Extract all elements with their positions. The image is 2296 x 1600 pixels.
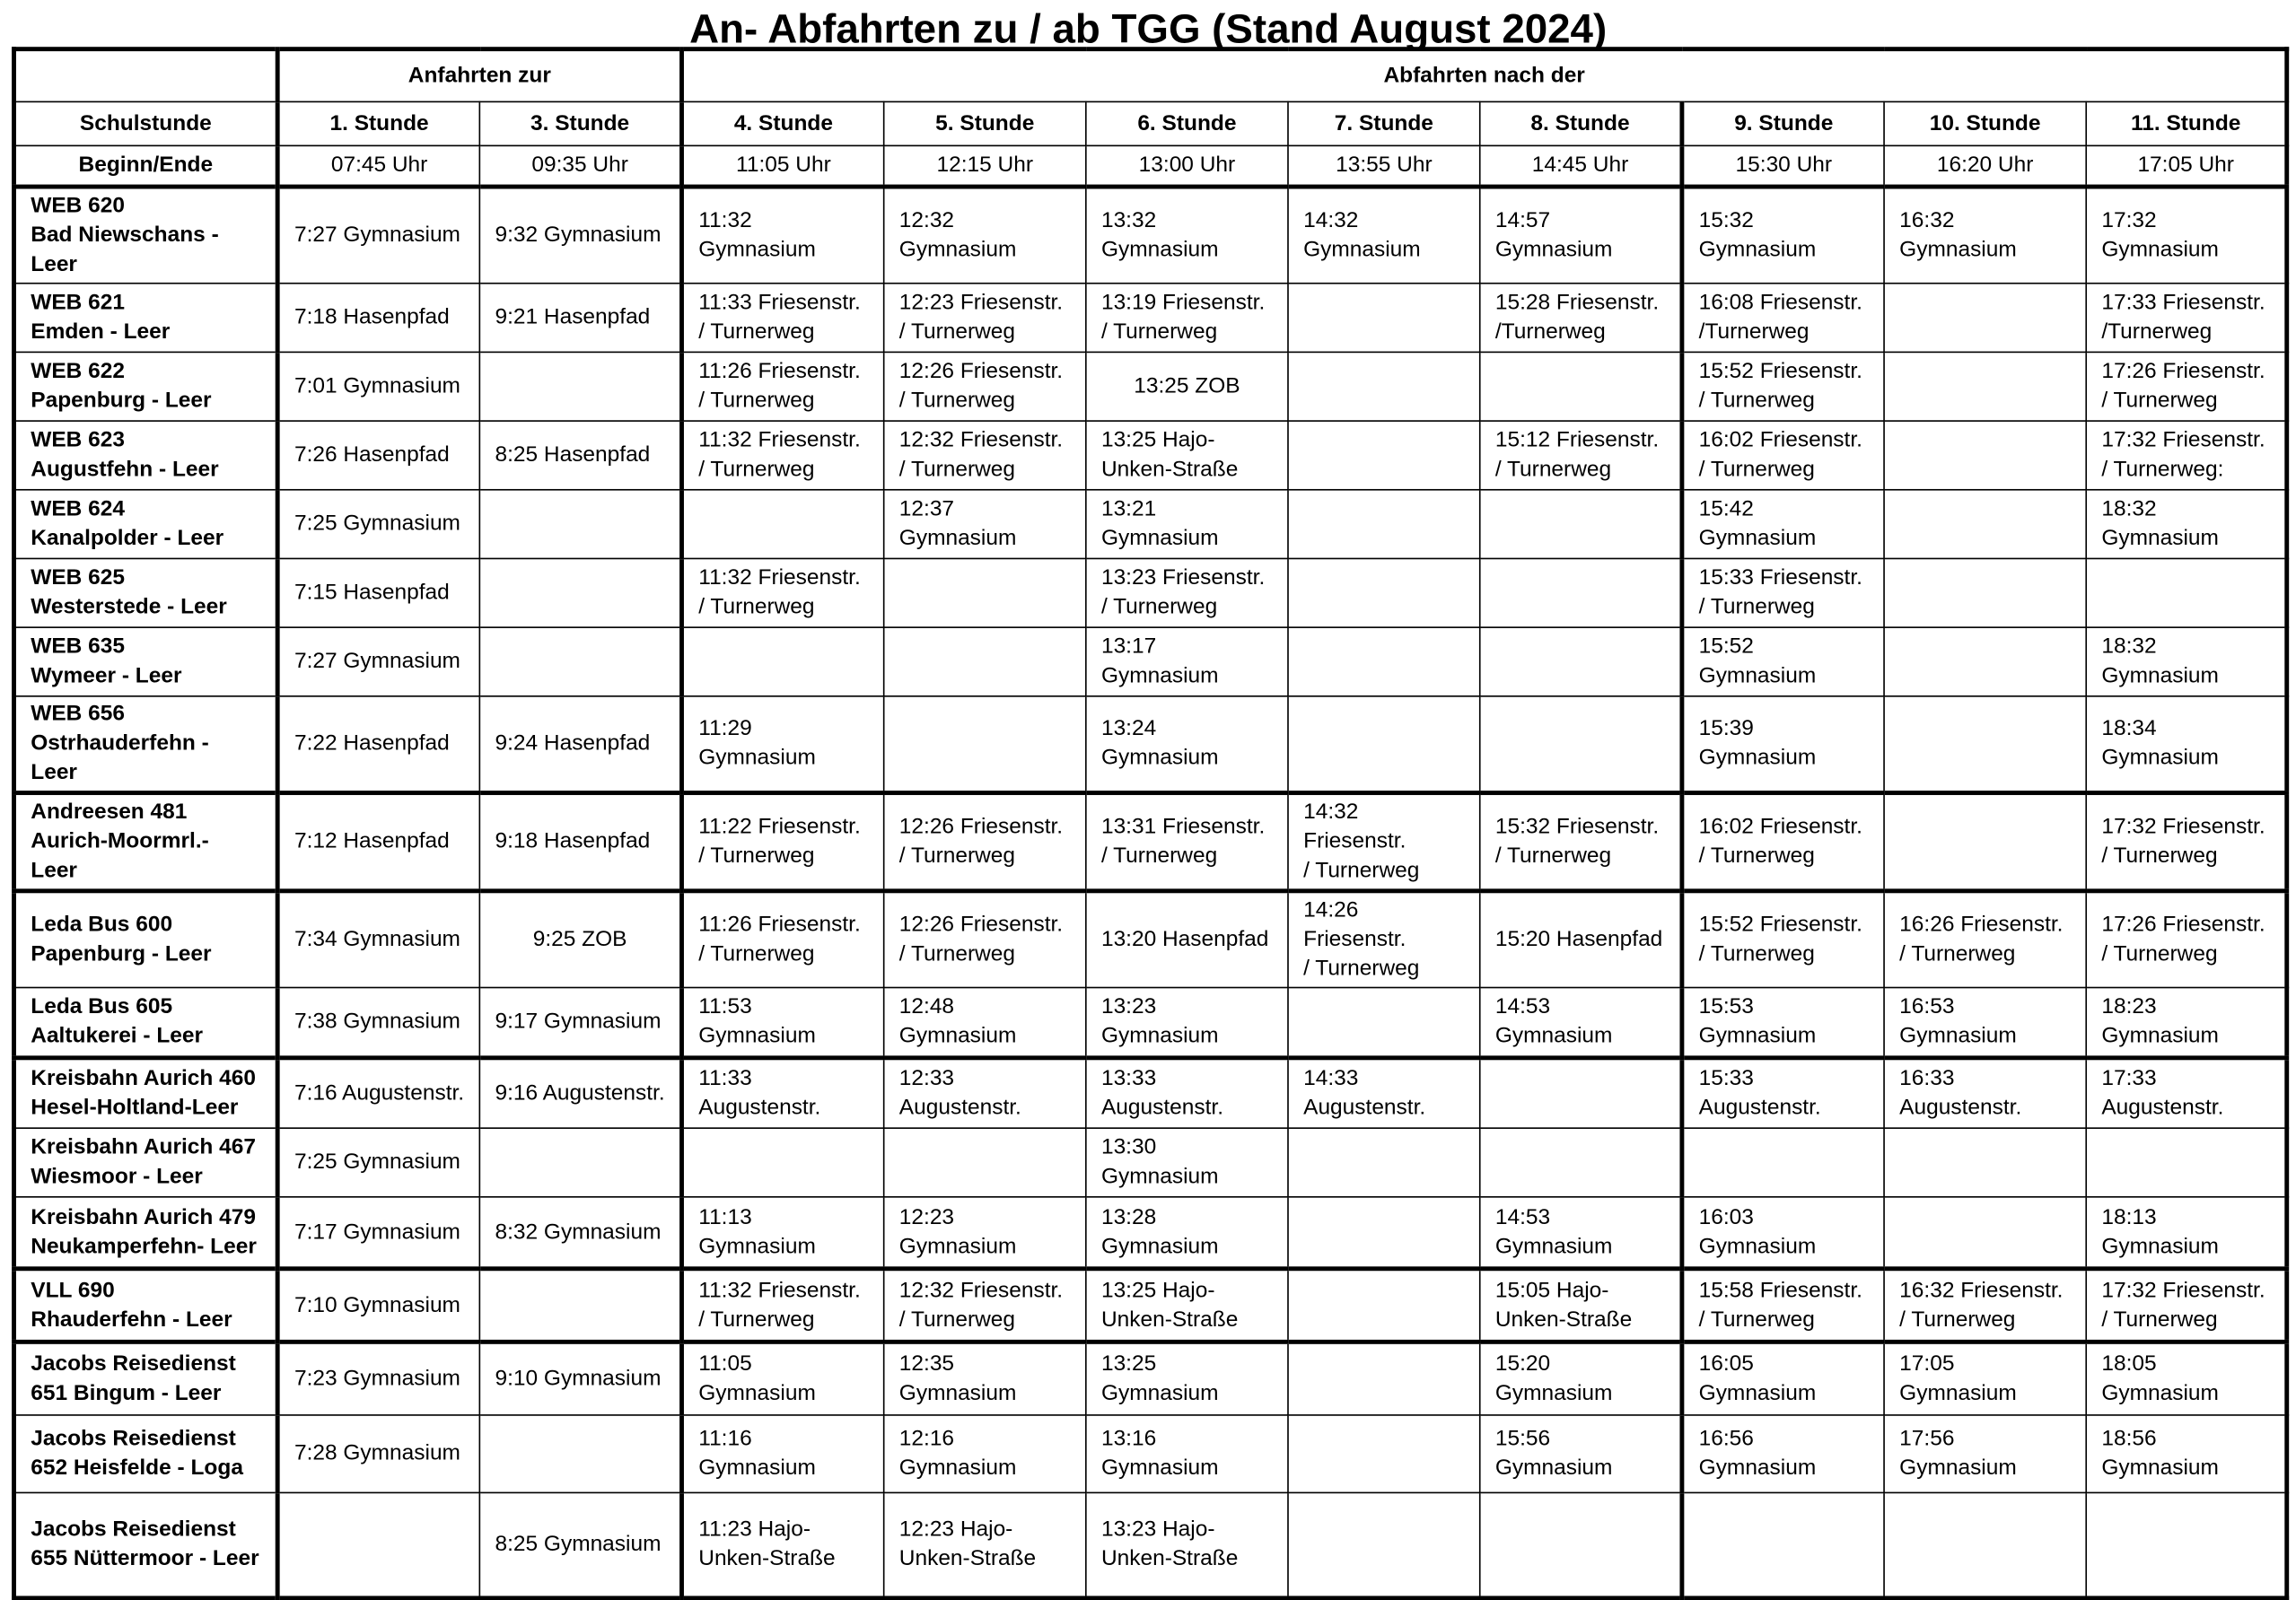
column-header-9: 10. Stunde: [1884, 101, 2086, 145]
table-cell: 7:15 Hasenpfad: [277, 558, 479, 627]
table-cell: [1288, 696, 1480, 793]
table-cell: 14:26 Friesenstr. / Turnerweg: [1288, 891, 1480, 988]
table-cell: [1884, 1197, 2086, 1269]
table-cell: 15:39 Gymnasium: [1682, 696, 1884, 793]
table-cell: 14:53 Gymnasium: [1480, 988, 1682, 1058]
table-cell: 13:32 Gymnasium: [1086, 187, 1288, 284]
table-cell: 16:02 Friesenstr. / Turnerweg: [1682, 793, 1884, 891]
bus-line-label: Kreisbahn Aurich 460 Hesel-Holtland-Leer: [14, 1058, 278, 1128]
table-cell: [1288, 352, 1480, 421]
table-cell: 9:16 Augustenstr.: [479, 1058, 681, 1128]
table-cell: 12:32 Gymnasium: [884, 187, 1086, 284]
table-cell: 15:32 Friesenstr. / Turnerweg: [1480, 793, 1682, 891]
table-cell: [884, 558, 1086, 627]
table-cell: [1884, 1128, 2086, 1197]
table-cell: [479, 1269, 681, 1342]
table-cell: 13:23 Hajo- Unken-Straße: [1086, 1492, 1288, 1597]
table-cell: [1288, 1342, 1480, 1415]
group-header-blank: [14, 49, 278, 102]
table-row: [14, 1492, 2287, 1597]
table-cell: [682, 490, 884, 559]
column-header-3: 4. Stunde: [682, 101, 884, 145]
table-cell: 15:12 Friesenstr. / Turnerweg: [1480, 421, 1682, 490]
table-cell: [884, 1128, 1086, 1197]
table-cell: 13:24 Gymnasium: [1086, 696, 1288, 793]
table-cell: [1884, 284, 2086, 353]
table-cell: 13:31 Friesenstr. / Turnerweg: [1086, 793, 1288, 891]
table-cell: 15:28 Friesenstr. /Turnerweg: [1480, 284, 1682, 353]
table-cell: [1288, 627, 1480, 696]
table-cell: [1288, 988, 1480, 1058]
table-cell: [1480, 1128, 1682, 1197]
table-cell: [1884, 793, 2086, 891]
bus-line-label: WEB 622 Papenburg - Leer: [14, 352, 278, 421]
bus-line-label: Jacobs Reisedienst 655 Nüttermoor - Leer: [14, 1492, 278, 1597]
table-cell: [1288, 1197, 1480, 1269]
table-cell: [1480, 1492, 1682, 1597]
table-cell: 11:33 Augustenstr.: [682, 1058, 884, 1128]
table-cell: [1288, 1128, 1480, 1197]
column-header-6: 7. Stunde: [1288, 101, 1480, 145]
table-cell: 17:26 Friesenstr. / Turnerweg: [2086, 352, 2287, 421]
bus-line-label: Andreesen 481 Aurich-Moormrl.- Leer: [14, 793, 278, 891]
table-row: [14, 421, 2287, 490]
table-cell: 11:05 Gymnasium: [682, 1342, 884, 1415]
table-cell: 9:10 Gymnasium: [479, 1342, 681, 1415]
table-cell: [1884, 421, 2086, 490]
bus-line-label: Kreisbahn Aurich 467 Wiesmoor - Leer: [14, 1128, 278, 1197]
table-row: [14, 558, 2287, 627]
table-cell: 15:52 Friesenstr. / Turnerweg: [1682, 352, 1884, 421]
table-cell: 12:35 Gymnasium: [884, 1342, 1086, 1415]
table-cell: [884, 627, 1086, 696]
table-cell: 13:28 Gymnasium: [1086, 1197, 1288, 1269]
column-header-2: 3. Stunde: [479, 101, 681, 145]
table-cell: [479, 352, 681, 421]
table-cell: 15:33 Friesenstr. / Turnerweg: [1682, 558, 1884, 627]
table-row: [14, 490, 2287, 559]
table-cell: 11:22 Friesenstr. / Turnerweg: [682, 793, 884, 891]
bus-line-label: WEB 620 Bad Niewschans - Leer: [14, 187, 278, 284]
table-cell: 13:23 Gymnasium: [1086, 988, 1288, 1058]
table-cell: 9:24 Hasenpfad: [479, 696, 681, 793]
table-cell: 15:20 Hasenpfad: [1480, 891, 1682, 988]
table-cell: 12:23 Friesenstr. / Turnerweg: [884, 284, 1086, 353]
table-cell: [1884, 696, 2086, 793]
table-cell: 11:13 Gymnasium: [682, 1197, 884, 1269]
table-cell: 9:25 ZOB: [479, 891, 681, 988]
table-cell: 13:20 Hasenpfad: [1086, 891, 1288, 988]
table-cell: 16:32 Friesenstr. / Turnerweg: [1884, 1269, 2086, 1342]
table-cell: 18:56 Gymnasium: [2086, 1415, 2287, 1492]
table-row: [14, 1058, 2287, 1128]
table-row: [14, 793, 2287, 891]
table-row: [14, 1342, 2287, 1415]
start-time-2: 09:35 Uhr: [479, 145, 681, 187]
table-cell: 18:23 Gymnasium: [2086, 988, 2287, 1058]
table-cell: [1884, 490, 2086, 559]
table-cell: 11:53 Gymnasium: [682, 988, 884, 1058]
table-cell: 14:32 Gymnasium: [1288, 187, 1480, 284]
table-cell: 11:26 Friesenstr. / Turnerweg: [682, 352, 884, 421]
column-header-7: 8. Stunde: [1480, 101, 1682, 145]
table-cell: [277, 1492, 479, 1597]
table-cell: 14:53 Gymnasium: [1480, 1197, 1682, 1269]
table-cell: [1682, 1128, 1884, 1197]
table-cell: 11:32 Friesenstr. / Turnerweg: [682, 421, 884, 490]
bus-line-label: Leda Bus 600 Papenburg - Leer: [14, 891, 278, 988]
bus-line-label: VLL 690 Rhauderfehn - Leer: [14, 1269, 278, 1342]
table-cell: [479, 627, 681, 696]
table-cell: 16:33 Augustenstr.: [1884, 1058, 2086, 1128]
table-row: [14, 627, 2287, 696]
table-cell: [479, 1128, 681, 1197]
table-cell: 16:03 Gymnasium: [1682, 1197, 1884, 1269]
table-cell: 17:05 Gymnasium: [1884, 1342, 2086, 1415]
table-cell: 16:26 Friesenstr. / Turnerweg: [1884, 891, 2086, 988]
table-cell: [884, 696, 1086, 793]
table-cell: [1288, 1492, 1480, 1597]
table-cell: 18:32 Gymnasium: [2086, 627, 2287, 696]
table-cell: 15:52 Friesenstr. / Turnerweg: [1682, 891, 1884, 988]
table-row: [14, 1269, 2287, 1342]
page-title: An- Abfahrten zu / ab TGG (Stand August 2024): [689, 5, 1608, 52]
table-cell: 7:18 Hasenpfad: [277, 284, 479, 353]
table-cell: 11:29 Gymnasium: [682, 696, 884, 793]
table-cell: 7:27 Gymnasium: [277, 627, 479, 696]
table-cell: 9:32 Gymnasium: [479, 187, 681, 284]
table-cell: 12:33 Augustenstr.: [884, 1058, 1086, 1128]
table-row: [14, 284, 2287, 353]
bus-line-label: Jacobs Reisedienst 651 Bingum - Leer: [14, 1342, 278, 1415]
table-cell: [1884, 558, 2086, 627]
table-row: [14, 891, 2287, 988]
table-cell: [1288, 284, 1480, 353]
table-cell: 12:26 Friesenstr. / Turnerweg: [884, 793, 1086, 891]
table-cell: 7:22 Hasenpfad: [277, 696, 479, 793]
table-cell: [1288, 1415, 1480, 1492]
table-cell: 13:25 Hajo- Unken-Straße: [1086, 421, 1288, 490]
table-cell: 17:32 Friesenstr. / Turnerweg: [2086, 1269, 2287, 1342]
table-cell: [1480, 1058, 1682, 1128]
table-cell: [682, 627, 884, 696]
table-cell: [682, 1128, 884, 1197]
table-cell: [1884, 627, 2086, 696]
start-time-5: 13:00 Uhr: [1086, 145, 1288, 187]
table-cell: 12:37 Gymnasium: [884, 490, 1086, 559]
table-row: [14, 352, 2287, 421]
table-cell: 7:17 Gymnasium: [277, 1197, 479, 1269]
table-row: [14, 988, 2287, 1058]
table-row: [14, 1415, 2287, 1492]
table-cell: 18:32 Gymnasium: [2086, 490, 2287, 559]
table-cell: 13:19 Friesenstr. / Turnerweg: [1086, 284, 1288, 353]
table-cell: [1288, 1269, 1480, 1342]
bus-line-label: Leda Bus 605 Aaltukerei - Leer: [14, 988, 278, 1058]
timetable: [12, 47, 2289, 1600]
table-cell: 11:16 Gymnasium: [682, 1415, 884, 1492]
table-cell: 13:17 Gymnasium: [1086, 627, 1288, 696]
table-cell: [1288, 558, 1480, 627]
table-cell: 11:32 Friesenstr. / Turnerweg: [682, 1269, 884, 1342]
table-cell: 17:26 Friesenstr. / Turnerweg: [2086, 891, 2287, 988]
table-cell: 8:25 Gymnasium: [479, 1492, 681, 1597]
times-row: [14, 145, 2287, 187]
start-time-9: 16:20 Uhr: [1884, 145, 2086, 187]
table-cell: 15:58 Friesenstr. / Turnerweg: [1682, 1269, 1884, 1342]
table-cell: [1480, 352, 1682, 421]
start-time-3: 11:05 Uhr: [682, 145, 884, 187]
start-time-6: 13:55 Uhr: [1288, 145, 1480, 187]
table-cell: 8:32 Gymnasium: [479, 1197, 681, 1269]
bus-line-label: WEB 656 Ostrhauderfehn - Leer: [14, 696, 278, 793]
table-cell: 12:48 Gymnasium: [884, 988, 1086, 1058]
table-cell: 16:32 Gymnasium: [1884, 187, 2086, 284]
group-header-departures: Abfahrten nach der: [682, 49, 2287, 102]
start-time-1: 07:45 Uhr: [277, 145, 479, 187]
table-cell: 7:26 Hasenpfad: [277, 421, 479, 490]
table-cell: 11:32 Friesenstr. / Turnerweg: [682, 558, 884, 627]
start-time-0: Beginn/Ende: [14, 145, 278, 187]
table-row: [14, 1128, 2287, 1197]
table-cell: [1480, 696, 1682, 793]
table-cell: 7:28 Gymnasium: [277, 1415, 479, 1492]
table-row: [14, 1197, 2287, 1269]
table-cell: 13:21 Gymnasium: [1086, 490, 1288, 559]
group-header-arrivals: Anfahrten zur: [277, 49, 681, 102]
table-cell: 14:33 Augustenstr.: [1288, 1058, 1480, 1128]
table-cell: 16:56 Gymnasium: [1682, 1415, 1884, 1492]
table-cell: 8:25 Hasenpfad: [479, 421, 681, 490]
table-cell: 7:12 Hasenpfad: [277, 793, 479, 891]
table-cell: 17:32 Gymnasium: [2086, 187, 2287, 284]
table-cell: 12:32 Friesenstr. / Turnerweg: [884, 1269, 1086, 1342]
table-cell: 14:32 Friesenstr. / Turnerweg: [1288, 793, 1480, 891]
table-cell: 7:38 Gymnasium: [277, 988, 479, 1058]
table-cell: [2086, 1492, 2287, 1597]
group-header-row: [14, 49, 2287, 102]
table-cell: [1288, 421, 1480, 490]
table-cell: 13:16 Gymnasium: [1086, 1415, 1288, 1492]
table-cell: 9:17 Gymnasium: [479, 988, 681, 1058]
start-time-4: 12:15 Uhr: [884, 145, 1086, 187]
bus-line-label: WEB 625 Westerstede - Leer: [14, 558, 278, 627]
table-cell: 7:16 Augustenstr.: [277, 1058, 479, 1128]
table-cell: 11:33 Friesenstr. / Turnerweg: [682, 284, 884, 353]
table-cell: [1288, 490, 1480, 559]
table-cell: 18:13 Gymnasium: [2086, 1197, 2287, 1269]
table-cell: [2086, 558, 2287, 627]
table-cell: 13:25 ZOB: [1086, 352, 1288, 421]
table-cell: 13:33 Augustenstr.: [1086, 1058, 1288, 1128]
table-cell: [479, 1415, 681, 1492]
table-cell: 17:33 Augustenstr.: [2086, 1058, 2287, 1128]
bus-line-label: WEB 623 Augustfehn - Leer: [14, 421, 278, 490]
table-cell: 15:56 Gymnasium: [1480, 1415, 1682, 1492]
table-cell: 15:52 Gymnasium: [1682, 627, 1884, 696]
table-cell: 18:34 Gymnasium: [2086, 696, 2287, 793]
table-cell: 16:53 Gymnasium: [1884, 988, 2086, 1058]
table-cell: [479, 490, 681, 559]
table-cell: [2086, 1128, 2287, 1197]
table-cell: 13:23 Friesenstr. / Turnerweg: [1086, 558, 1288, 627]
table-cell: 17:32 Friesenstr. / Turnerweg:: [2086, 421, 2287, 490]
table-cell: [479, 558, 681, 627]
table-cell: 12:16 Gymnasium: [884, 1415, 1086, 1492]
table-cell: 12:23 Hajo- Unken-Straße: [884, 1492, 1086, 1597]
table-cell: [1480, 627, 1682, 696]
table-cell: 13:30 Gymnasium: [1086, 1128, 1288, 1197]
table-cell: 9:18 Hasenpfad: [479, 793, 681, 891]
table-cell: 7:27 Gymnasium: [277, 187, 479, 284]
table-cell: 17:56 Gymnasium: [1884, 1415, 2086, 1492]
table-cell: 15:20 Gymnasium: [1480, 1342, 1682, 1415]
table-cell: 7:25 Gymnasium: [277, 1128, 479, 1197]
table-cell: 16:05 Gymnasium: [1682, 1342, 1884, 1415]
table-cell: 15:33 Augustenstr.: [1682, 1058, 1884, 1128]
column-header-4: 5. Stunde: [884, 101, 1086, 145]
table-cell: 7:10 Gymnasium: [277, 1269, 479, 1342]
table-cell: 18:05 Gymnasium: [2086, 1342, 2287, 1415]
bus-line-label: WEB 635 Wymeer - Leer: [14, 627, 278, 696]
table-cell: 12:26 Friesenstr. / Turnerweg: [884, 352, 1086, 421]
table-cell: 15:53 Gymnasium: [1682, 988, 1884, 1058]
table-cell: [1480, 558, 1682, 627]
column-header-8: 9. Stunde: [1682, 101, 1884, 145]
bus-line-label: Jacobs Reisedienst 652 Heisfelde - Loga: [14, 1415, 278, 1492]
table-cell: 13:25 Gymnasium: [1086, 1342, 1288, 1415]
column-header-5: 6. Stunde: [1086, 101, 1288, 145]
table-cell: [1884, 1492, 2086, 1597]
table-cell: 16:08 Friesenstr. /Turnerweg: [1682, 284, 1884, 353]
table-row: [14, 187, 2287, 284]
table-cell: 15:05 Hajo- Unken-Straße: [1480, 1269, 1682, 1342]
table-cell: 12:23 Gymnasium: [884, 1197, 1086, 1269]
table-cell: 11:23 Hajo- Unken-Straße: [682, 1492, 884, 1597]
table-cell: [1682, 1492, 1884, 1597]
table-cell: 17:32 Friesenstr. / Turnerweg: [2086, 793, 2287, 891]
table-cell: 11:32 Gymnasium: [682, 187, 884, 284]
table-cell: 12:32 Friesenstr. / Turnerweg: [884, 421, 1086, 490]
start-time-8: 15:30 Uhr: [1682, 145, 1884, 187]
start-time-10: 17:05 Uhr: [2086, 145, 2287, 187]
table-cell: 13:25 Hajo- Unken-Straße: [1086, 1269, 1288, 1342]
table-cell: 14:57 Gymnasium: [1480, 187, 1682, 284]
table-cell: 7:01 Gymnasium: [277, 352, 479, 421]
column-header-1: 1. Stunde: [277, 101, 479, 145]
column-header-0: Schulstunde: [14, 101, 278, 145]
bus-line-label: Kreisbahn Aurich 479 Neukamperfehn- Leer: [14, 1197, 278, 1269]
table-cell: 7:23 Gymnasium: [277, 1342, 479, 1415]
table-cell: 17:33 Friesenstr. /Turnerweg: [2086, 284, 2287, 353]
table-cell: [1480, 490, 1682, 559]
table-cell: 15:32 Gymnasium: [1682, 187, 1884, 284]
table-cell: 15:42 Gymnasium: [1682, 490, 1884, 559]
table-cell: 9:21 Hasenpfad: [479, 284, 681, 353]
table-row: [14, 696, 2287, 793]
table-cell: 7:34 Gymnasium: [277, 891, 479, 988]
bus-line-label: WEB 621 Emden - Leer: [14, 284, 278, 353]
table-cell: 12:26 Friesenstr. / Turnerweg: [884, 891, 1086, 988]
column-header-10: 11. Stunde: [2086, 101, 2287, 145]
table-cell: 11:26 Friesenstr. / Turnerweg: [682, 891, 884, 988]
bus-line-label: WEB 624 Kanalpolder - Leer: [14, 490, 278, 559]
table-cell: [1884, 352, 2086, 421]
column-header-row: [14, 101, 2287, 145]
start-time-7: 14:45 Uhr: [1480, 145, 1682, 187]
table-cell: 7:25 Gymnasium: [277, 490, 479, 559]
table-cell: 16:02 Friesenstr. / Turnerweg: [1682, 421, 1884, 490]
